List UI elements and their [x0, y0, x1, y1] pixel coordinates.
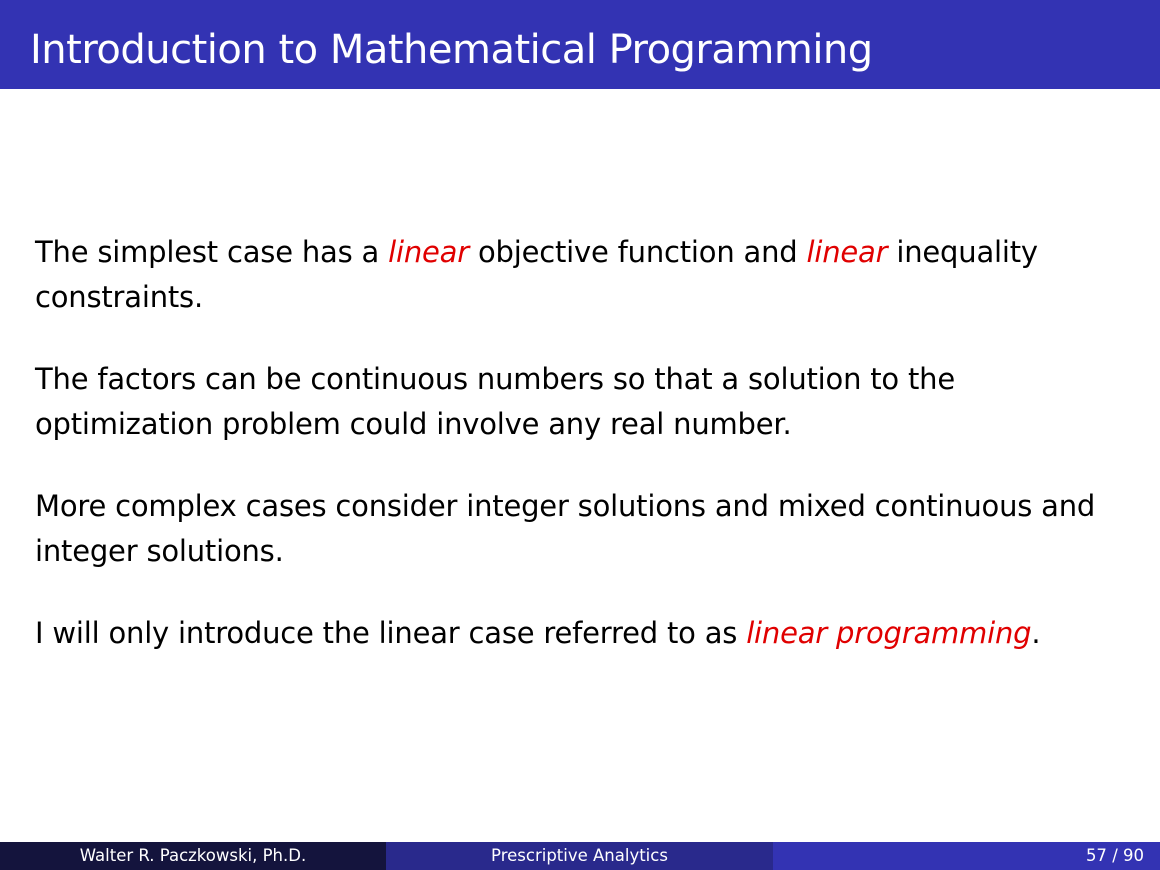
paragraph-continuous-factors: The factors can be continuous numbers so that a solution to the optimization problem could involve any real number. — [35, 362, 955, 441]
paragraph-linear-programming — [35, 611, 1125, 656]
footer-course: Prescriptive Analytics — [386, 842, 773, 870]
paragraph-1-text-end: inequality constraints. — [35, 235, 1038, 314]
page-separator: / — [1112, 846, 1118, 865]
emphasis-linear-1: linear — [388, 235, 469, 269]
slide-content — [35, 230, 1125, 693]
footer-page-section — [773, 842, 1160, 870]
paragraph-4-text-end: . — [1031, 616, 1041, 650]
slide-title: Introduction to Mathematical Programming — [30, 27, 873, 73]
paragraph-integer-cases: More complex cases consider integer solutions and mixed continuous and integer solutions. — [35, 489, 1096, 568]
slide-title-bar — [0, 0, 1160, 89]
slide-footer — [0, 842, 1160, 870]
page-current: 57 — [1085, 846, 1107, 865]
paragraph-1-text-start: The simplest case has a — [35, 235, 389, 269]
footer-author: Walter R. Paczkowski, Ph.D. — [0, 842, 386, 870]
page-total: 90 — [1123, 846, 1144, 865]
paragraph-4-text-start: I will only introduce the linear case referred to as — [35, 616, 747, 650]
paragraph-linear-objective — [35, 230, 1125, 320]
page-number — [1086, 842, 1144, 870]
emphasis-linear-2: linear — [806, 235, 888, 269]
emphasis-linear-programming: linear programming — [746, 616, 1032, 650]
paragraph-1-text-middle: objective function and — [468, 235, 807, 269]
